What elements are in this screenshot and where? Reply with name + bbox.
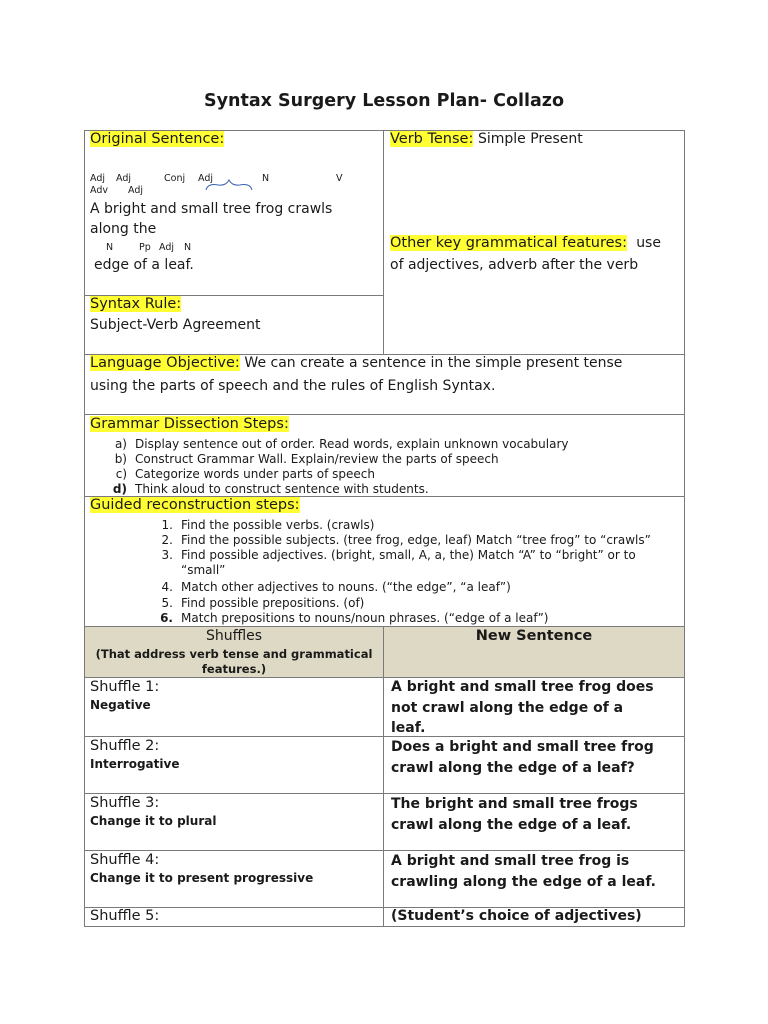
top-column-divider	[383, 130, 384, 355]
other-features-value: use	[636, 235, 661, 251]
verb-tense-value: Simple Present	[477, 131, 583, 147]
guided-heading: Guided reconstruction steps:	[90, 497, 300, 513]
grouping-brace	[204, 178, 254, 192]
guided-step: 5. Find possible prepositions. (of)	[161, 596, 365, 610]
verb-tense	[390, 131, 583, 147]
pos-tag: Adj	[128, 185, 144, 196]
dissection-step: c) Categorize words under parts of speech	[115, 467, 375, 481]
language-objective-heading: Language Objective:	[90, 355, 240, 371]
new-sentence-title: New Sentence	[475, 628, 593, 644]
pos-tag: Adj	[198, 173, 214, 184]
original-sentence-line: edge of a leaf.	[94, 257, 194, 273]
dissection-step: b) Construct Grammar Wall. Explain/review the parts of speech	[114, 452, 499, 466]
shuffles-subtitle: (That address verb tense and grammatical features.)	[95, 647, 373, 676]
pos-tag: Conj	[164, 173, 186, 184]
dissection-step: a) Display sentence out of order. Read words, explain unknown vocabulary	[114, 437, 569, 451]
pos-tag: N	[106, 242, 114, 253]
language-objective	[90, 355, 622, 371]
shuffle-label: Shuffle 2: Interrogative	[90, 738, 180, 771]
pos-tag: V	[336, 173, 343, 184]
other-features-heading: Other key grammatical features:	[390, 235, 627, 251]
pos-tag: N	[262, 173, 270, 184]
verb-tense-heading: Verb Tense:	[390, 131, 474, 147]
language-objective-value: We can create a sentence in the simple present tense	[244, 355, 623, 371]
pos-tag: Pp	[139, 242, 151, 253]
pos-tag: Adj	[90, 173, 106, 184]
pos-tag: Adv	[90, 185, 108, 196]
pos-tag: Adj	[116, 173, 132, 184]
shuffle-label: Shuffle 1: Negative	[90, 679, 160, 712]
syntax-rule-value: Subject-Verb Agreement	[90, 317, 261, 333]
shuffle-sentence: The bright and small tree frogs crawl along the edge of a leaf.	[391, 796, 638, 833]
guided-step: 4. Match other adjectives to nouns. (“the edge”, “a leaf”)	[161, 580, 511, 594]
guided-step: 3. Find possible adjectives. (bright, small, A, a, the) Match “A” to “bright” or to	[161, 548, 636, 562]
shuffle-label: Shuffle 3: Change it to plural	[90, 795, 217, 828]
pos-tag: N	[184, 242, 192, 253]
shuffles-title: Shuffles	[205, 628, 263, 644]
shuffle-sentence: (Student’s choice of adjectives)	[391, 908, 642, 924]
syntax-rule-heading: Syntax Rule:	[90, 296, 182, 312]
shuffle-sentence: A bright and small tree frog is crawling along the edge of a leaf.	[391, 853, 656, 890]
shuffle-label: Shuffle 4: Change it to present progressive	[90, 852, 314, 885]
shuffles-header	[85, 628, 383, 677]
pos-tag: Adj	[159, 242, 175, 253]
shuffle-label: Shuffle 5:	[90, 908, 160, 924]
guided-step: “small”	[181, 563, 226, 577]
original-sentence-line: along the	[90, 221, 157, 237]
other-features-value: of adjectives, adverb after the verb	[390, 257, 639, 273]
shuffle-sentence: Does a bright and small tree frog crawl along the edge of a leaf?	[391, 739, 654, 776]
page-title: Syntax Surgery Lesson Plan- Collazo	[204, 91, 564, 111]
original-sentence-heading: Original Sentence:	[90, 131, 225, 147]
original-sentence-line: A bright and small tree frog crawls	[90, 201, 333, 217]
dissection-step: d) Think aloud to construct sentence with students.	[112, 482, 429, 496]
guided-step: 2. Find the possible subjects. (tree frog, edge, leaf) Match “tree frog” to “crawls”	[161, 533, 651, 547]
shuffle-sentence: A bright and small tree frog does not crawl along the edge of a leaf.	[391, 679, 654, 736]
language-objective-value: using the parts of speech and the rules of English Syntax.	[90, 378, 496, 394]
guided-step: 6. Match prepositions to nouns/noun phrases. (“edge of a leaf”)	[160, 611, 549, 625]
dissection-heading: Grammar Dissection Steps:	[90, 416, 289, 432]
other-features	[390, 235, 661, 251]
guided-step: 1. Find the possible verbs. (crawls)	[161, 518, 375, 532]
